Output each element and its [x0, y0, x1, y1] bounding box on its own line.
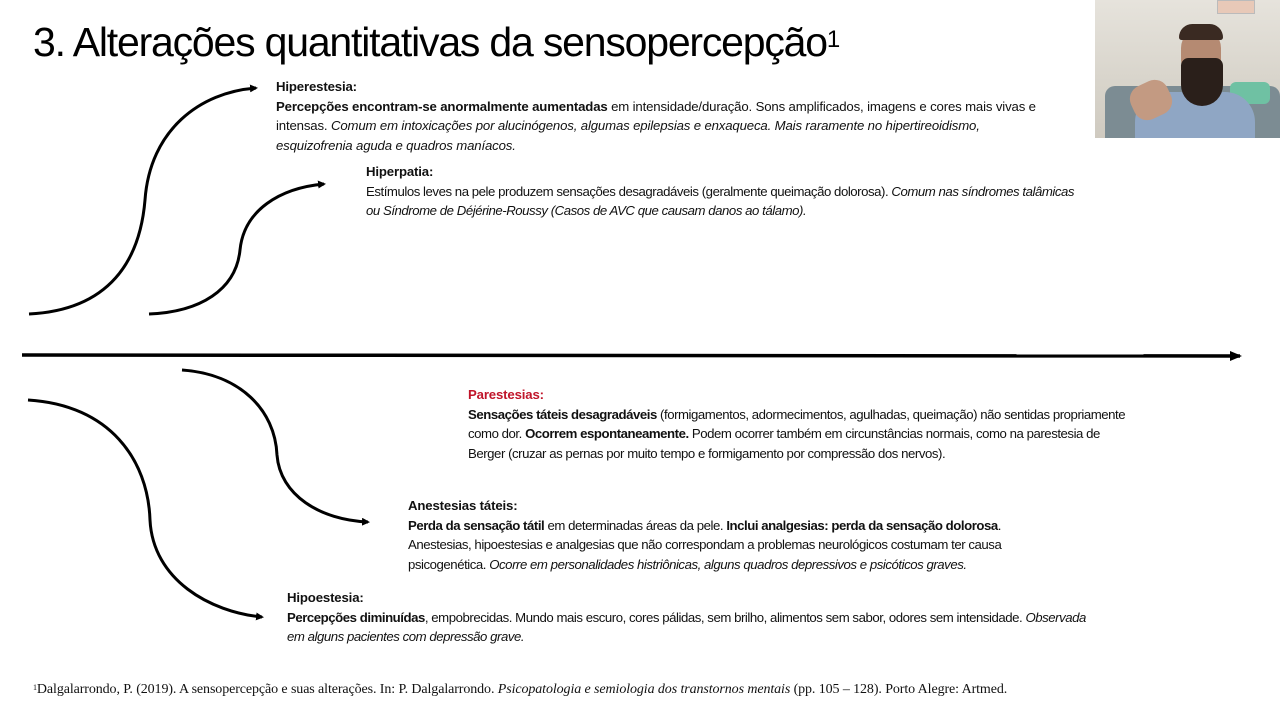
- hiperpatia-text: Estímulos leves na pele produzem sensações desagradáveis (geralmente queimação dolorosa).: [366, 183, 892, 199]
- footnote-book-title: Psicopatologia e semiologia dos transtornos mentais: [497, 682, 791, 697]
- block-hiperpatia: [366, 162, 1216, 221]
- reference-footnote: [33, 682, 1007, 698]
- footnote-text-2: (pp. 105 – 128). Porto Alegre: Artmed.: [790, 682, 1008, 697]
- arrow-hiperpatia: [149, 184, 324, 314]
- presenter-hair: [1179, 24, 1223, 40]
- presenter-webcam[interactable]: [1095, 0, 1280, 138]
- arrow-hipoestesia: [28, 400, 262, 617]
- arrow-hiperestesia: [29, 88, 256, 314]
- hipoestesia-text: , empobrecidas. Mundo mais escuro, cores pálidas, sem brilho, alimentos sem sabor, odores sem intensidade.: [424, 609, 1026, 625]
- block-hiperestesia: [276, 77, 1116, 155]
- hiperestesia-bold: Percepções encontram-se anormalmente aumentadas: [276, 98, 608, 114]
- anestesias-text-2: .: [997, 517, 1001, 533]
- presenter-beard: [1181, 58, 1223, 106]
- block-parestesias: [468, 385, 1258, 463]
- hipoestesia-italic: Observada: [1025, 609, 1086, 625]
- footnote-marker: 1: [33, 683, 37, 692]
- anestesias-text-3: Anestesias, hipoestesias e analgesias que não correspondam a problemas neurológicos costumam ter causa: [408, 537, 1002, 552]
- parestesias-bold-2: Ocorrem espontaneamente.: [525, 426, 689, 441]
- parestesias-text-2: como dor.: [468, 426, 526, 441]
- parestesias-text-4: Berger (cruzar as pernas por muito tempo e formigamento por compressão dos nervos).: [468, 445, 946, 461]
- parestesias-bold: Sensações táteis desagradáveis: [468, 406, 657, 422]
- arrow-anestesias: [182, 370, 368, 522]
- block-hipoestesia: [287, 588, 1237, 647]
- hiperpatia-heading: Hiperpatia:: [366, 164, 434, 179]
- wall-picture: [1217, 0, 1255, 14]
- hiperpatia-italic-2: ou Síndrome de Déjérine-Roussy (Casos de AVC que causam danos ao tálamo).: [366, 203, 807, 218]
- parestesias-text: (formigamentos, adormecimentos, agulhadas, queimação) não sentidas propriamente: [656, 406, 1126, 422]
- parestesias-heading: Parestesias:: [468, 387, 544, 402]
- anestesias-italic: Ocorre em personalidades histriônicas, alguns quadros depressivos e psicóticos graves.: [489, 556, 967, 572]
- hiperestesia-italic-2: esquizofrenia aguda e quadros maníacos.: [276, 137, 516, 153]
- anestesias-text: em determinadas áreas da pele.: [544, 517, 727, 533]
- hiperestesia-text-2: intensas.: [276, 118, 331, 133]
- anestesias-heading: Anestesias táteis:: [408, 498, 518, 513]
- hipoestesia-italic-2: em alguns pacientes com depressão grave.: [287, 629, 525, 644]
- anestesias-bold: Perda da sensação tátil: [408, 517, 545, 533]
- hiperpatia-italic: Comum nas síndromes talâmicas: [891, 183, 1075, 199]
- block-anestesias: [408, 496, 1128, 574]
- hipoestesia-heading: Hipoestesia:: [287, 590, 364, 605]
- hipoestesia-bold: Percepções diminuídas: [287, 609, 425, 625]
- anestesias-text-4: psicogenética.: [408, 556, 490, 572]
- footnote-text: Dalgalarrondo, P. (2019). A sensopercepção e suas alterações. In: P. Dalgalarrondo.: [36, 682, 498, 697]
- parestesias-text-3: Podem ocorrer também em circunstâncias normais, como na parestesia de: [688, 426, 1100, 441]
- hiperestesia-heading: Hiperestesia:: [276, 79, 357, 94]
- title-footnote-marker: 1: [826, 26, 840, 53]
- anestesias-bold-2: Inclui analgesias: perda da sensação dolorosa: [726, 517, 998, 533]
- axis-arrow: [22, 355, 1240, 356]
- hiperestesia-italic: Comum em intoxicações por alucinógenos, algumas epilepsias e enxaqueca. Mais raramente no hipertireoidismo,: [330, 118, 980, 133]
- slide-title-text: 3. Alterações quantitativas da sensopercepção: [33, 19, 827, 65]
- hiperestesia-text: em intensidade/duração. Sons amplificados, imagens e cores mais vivas e: [607, 98, 1036, 114]
